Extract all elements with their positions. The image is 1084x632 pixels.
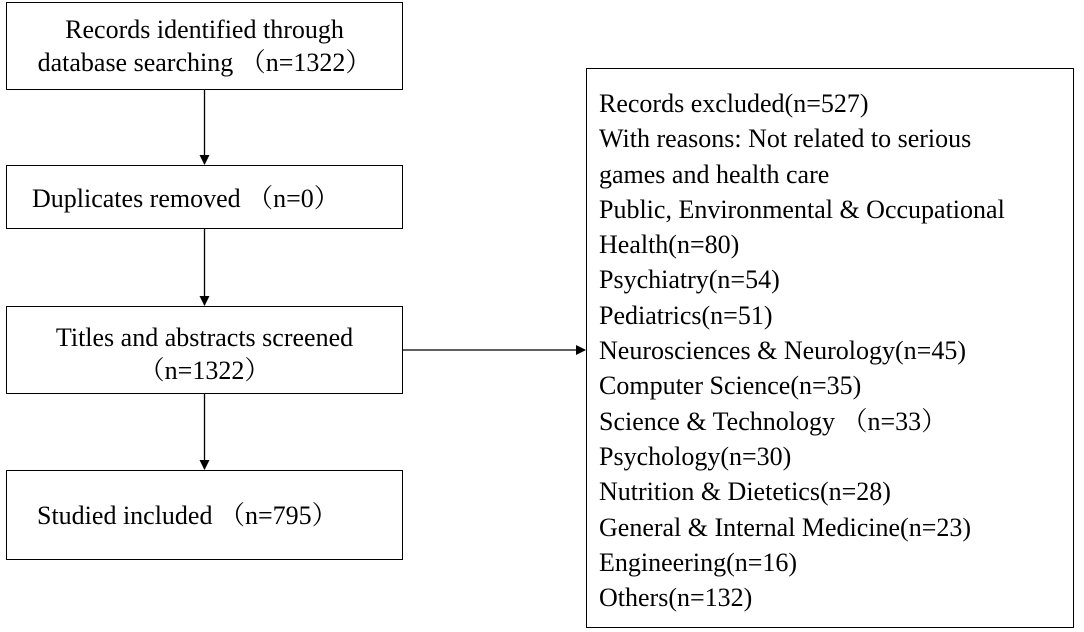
screened-text (7, 321, 402, 387)
identified-line-2: database searching （n=1322） (37, 48, 372, 77)
excluded-line: Science & Technology （n=33） (599, 406, 948, 436)
duplicates-text: Duplicates removed （n=0） (32, 184, 340, 213)
identified-text (7, 13, 402, 79)
screened-box (6, 306, 403, 394)
excluded-line: Engineering(n=16) (599, 547, 798, 577)
excluded-line: General & Internal Medicine(n=23) (599, 512, 972, 542)
excluded-line: Computer Science(n=35) (599, 371, 862, 401)
included-text: Studied included （n=795） (37, 501, 338, 530)
excluded-list (599, 86, 1005, 615)
excluded-box (586, 68, 1074, 628)
excluded-line: Nutrition & Dietetics(n=28) (599, 477, 891, 507)
identified-line-1: Records identified through (65, 15, 344, 44)
excluded-line: games and health care (599, 159, 830, 189)
excluded-line: Pediatrics(n=51) (599, 300, 773, 330)
excluded-line: Health(n=80) (599, 230, 740, 260)
screened-line-2: （n=1322） (138, 356, 271, 385)
excluded-line: With reasons: Not related to serious (599, 124, 972, 154)
excluded-line: Public, Environmental & Occupational (599, 194, 1005, 224)
excluded-line: Others(n=132) (599, 583, 753, 613)
identified-box (6, 2, 403, 90)
excluded-line: Psychiatry(n=54) (599, 265, 780, 295)
screened-line-1: Titles and abstracts screened (55, 323, 354, 352)
duplicates-box (6, 165, 403, 229)
excluded-line: Neurosciences & Neurology(n=45) (599, 336, 966, 366)
excluded-line: Psychology(n=30) (599, 441, 792, 471)
included-box (6, 470, 403, 560)
excluded-line: Records excluded(n=527) (599, 89, 869, 118)
